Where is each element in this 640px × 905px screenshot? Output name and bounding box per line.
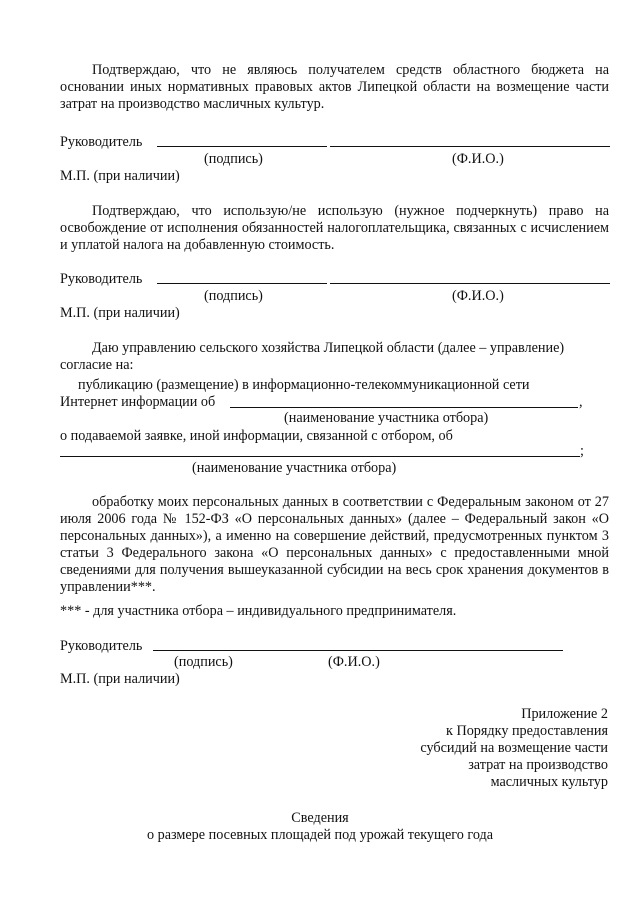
consent-line-4-suffix: ,: [579, 394, 583, 410]
personal-data-paragraph: [60, 494, 609, 596]
section-subtitle: о размере посевных площадей под урожай текущего года: [146, 827, 494, 843]
signature-name-line-3: [153, 650, 563, 651]
name-caption-1: (Ф.И.О.): [452, 151, 504, 167]
signature-head-label-1: Руководитель: [60, 134, 143, 150]
confirmation-paragraph-1: [60, 62, 609, 113]
signature-caption-1: (подпись): [204, 151, 263, 167]
signature-head-label-3: Руководитель: [60, 638, 143, 654]
name-caption-3: (Ф.И.О.): [328, 654, 380, 670]
signature-line-2: [157, 283, 327, 284]
personal-data-text: обработку моих персональных данных в соответствии с Федеральным законом от 27 июля 2006 года № 152-ФЗ «О персональных данных» (далее – Федеральный закон «О персональных данных»), а именно на совершение действий, предусмотренных пунктом 3 статьи 3 Федерального закона «О персональных данных» с предоставленными мной сведениями для получения вышеуказанной субсидии на весь срок хранения документов в управлении***.: [60, 494, 609, 595]
appendix-line-3: субсидий на возмещение части: [420, 740, 608, 756]
participant-caption-1: (наименование участника отбора): [284, 410, 489, 426]
consent-line-2: согласие на:: [60, 357, 134, 373]
appendix-line-5: масличных культур: [490, 774, 608, 790]
confirmation-text-1: Подтверждаю, что не являюсь получателем средств областного бюджета на основании иных нормативных правовых актов Липецкой области на возмещение части затрат на производство масличных культур.: [60, 62, 609, 112]
appendix-line-4: затрат на производство: [468, 757, 608, 773]
seal-label-1: М.П. (при наличии): [60, 168, 180, 184]
consent-line-4-prefix: Интернет информации об: [60, 394, 216, 410]
consent-line-6-suffix: ;: [580, 443, 584, 459]
appendix-line-2: к Порядку предоставления: [446, 723, 608, 739]
signature-caption-3: (подпись): [174, 654, 233, 670]
participant-name-line-1: [230, 407, 578, 408]
consent-line-3: публикацию (размещение) в информационно-телекоммуникационной сети: [78, 377, 530, 393]
footnote: *** - для участника отбора – индивидуального предпринимателя.: [60, 603, 457, 619]
confirmation-paragraph-2: [60, 203, 609, 254]
consent-line-1: Даю управлению сельского хозяйства Липецкой области (далее – управление): [92, 340, 565, 356]
participant-name-line-2: [60, 456, 580, 457]
name-line-2: [330, 283, 610, 284]
confirmation-text-2: Подтверждаю, что использую/не использую (нужное подчеркнуть) право на освобождение от исполнения обязанностей налогоплательщика, связанных с исчислением и уплатой налога на добавленную стоимость.: [60, 203, 609, 253]
appendix-line-1: Приложение 2: [521, 706, 608, 722]
consent-line-5: о подаваемой заявке, иной информации, связанной с отбором, об: [60, 428, 453, 444]
seal-label-2: М.П. (при наличии): [60, 305, 180, 321]
signature-line-1: [157, 146, 327, 147]
section-title: Сведения: [291, 810, 349, 826]
seal-label-3: М.П. (при наличии): [60, 671, 180, 687]
name-caption-2: (Ф.И.О.): [452, 288, 504, 304]
signature-caption-2: (подпись): [204, 288, 263, 304]
name-line-1: [330, 146, 610, 147]
participant-caption-2: (наименование участника отбора): [192, 460, 397, 476]
signature-head-label-2: Руководитель: [60, 271, 143, 287]
